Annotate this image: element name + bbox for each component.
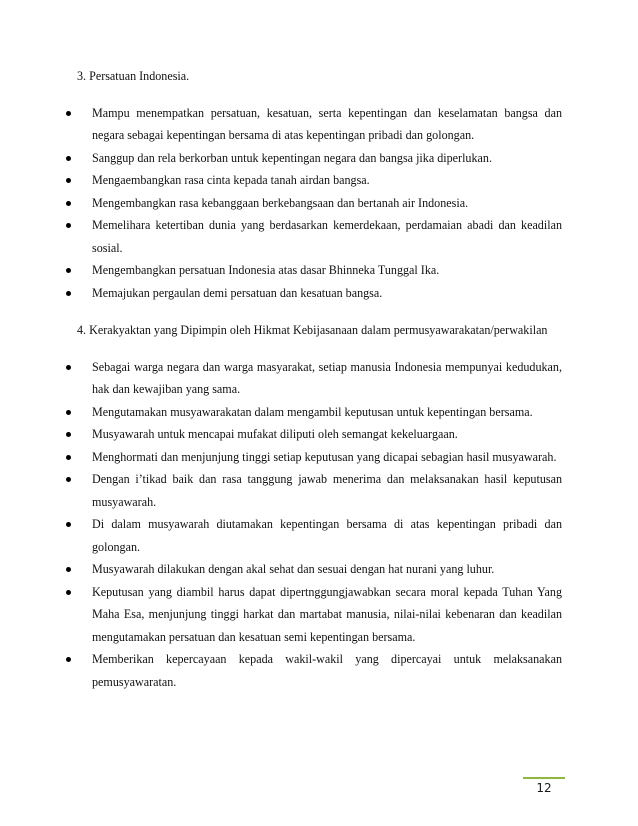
list-item-text: Memelihara ketertiban dunia yang berdasarkan kemerdekaan, perdamaian abadi dan keadilan sosial.: [92, 218, 562, 255]
list-item-text: Di dalam musyawarah diutamakan kepentingan bersama di atas kepentingan pribadi dan golongan.: [92, 517, 562, 554]
bullet-icon: [66, 291, 71, 296]
bullet-icon: [66, 657, 71, 662]
bullet-icon: [66, 455, 71, 460]
list-item-text: Mengaembangkan rasa cinta kepada tanah airdan bangsa.: [92, 173, 370, 187]
list-item: [77, 169, 562, 192]
page-content: [77, 65, 562, 693]
list-item-text: Memajukan pergaulan demi persatuan dan kesatuan bangsa.: [92, 285, 383, 300]
list-item-text: Dengan i’tikad baik dan rasa tanggung jawab menerima dan melaksanakan hasil keputusan musyawarah.: [92, 472, 562, 509]
list-item: [77, 648, 562, 693]
list-item-text: Mampu menempatkan persatuan, kesatuan, serta kepentingan dan keselamatan bangsa dan negara sebagai kepentingan bersama di atas kepentingan pribadi dan golongan.: [92, 105, 562, 142]
bullet-icon: [66, 178, 71, 183]
list-item: [77, 147, 562, 170]
list-item: [77, 581, 562, 649]
bullet-icon: [66, 223, 71, 228]
list-item-text: Sebagai warga negara dan warga masyarakat, setiap manusia Indonesia mempunyai kedudukan, hak dan kewajiban yang sama.: [92, 359, 562, 396]
bullet-icon: [66, 477, 71, 482]
list-item: [77, 214, 562, 259]
bullet-icon: [66, 590, 71, 595]
bullet-list-persatuan: [77, 102, 562, 305]
bullet-icon: [66, 432, 71, 437]
list-item: [77, 259, 562, 282]
list-item-text: Musyawarah dilakukan dengan akal sehat dan sesuai dengan hat nurani yang luhur.: [92, 562, 495, 576]
list-item-text: Sanggup dan rela berkorban untuk kepentingan negara dan bangsa jika diperlukan.: [92, 150, 492, 165]
bullet-list-kerakyatan: [77, 356, 562, 694]
list-item-text: Menghormati dan menjunjung tinggi setiap keputusan yang dicapai sebagian hasil musyawarah.: [92, 449, 557, 464]
list-item-text: Memberikan kepercayaan kepada wakil-wakil yang dipercayai untuk melaksanakan pemusyawaratan.: [92, 652, 562, 689]
bullet-icon: [66, 365, 71, 370]
bullet-icon: [66, 111, 71, 116]
bullet-icon: [66, 410, 71, 415]
list-item: [77, 468, 562, 513]
list-item: [77, 513, 562, 558]
list-item-text: Mengembangkan persatuan Indonesia atas dasar Bhinneka Tunggal Ika.: [92, 263, 440, 277]
bullet-icon: [66, 268, 71, 273]
list-item: [77, 446, 562, 469]
bullet-icon: [66, 522, 71, 527]
bullet-icon: [66, 567, 71, 572]
footer-rule: [523, 777, 565, 779]
list-item: [77, 558, 562, 581]
list-item: [77, 401, 562, 424]
list-item-text: Musyawarah untuk mencapai mufakat diliputi oleh semangat kekeluargaan.: [92, 427, 458, 441]
list-item: [77, 192, 562, 215]
list-item-text: Mengembangkan rasa kebanggaan berkebangsaan dan bertanah air Indonesia.: [92, 195, 469, 210]
list-item: [77, 102, 562, 147]
list-item-text: Keputusan yang diambil harus dapat dipertnggungjawabkan secara moral kepada Tuhan Yang Maha Esa, menjunjung tinggi harkat dan martabat manusia, nilai-nilai kebenaran dan keadilan mengutamakan persatuan dan kesatuan semi kepentingan bersama.: [92, 584, 562, 644]
page-number: 12: [536, 781, 552, 795]
bullet-icon: [66, 201, 71, 206]
list-item: [77, 356, 562, 401]
list-item-text: Mengutamakan musyawarakatan dalam mengambil keputusan untuk kepentingan bersama.: [92, 404, 533, 419]
list-item: [77, 282, 562, 305]
list-item: [77, 423, 562, 446]
bullet-icon: [66, 156, 71, 161]
section-heading-kerakyatan: 4. Kerakyaktan yang Dipimpin oleh Hikmat Kebijasanaan dalam permusyawarakatan/perwakilan: [77, 323, 548, 337]
section-heading-persatuan: 3. Persatuan Indonesia.: [77, 69, 190, 83]
